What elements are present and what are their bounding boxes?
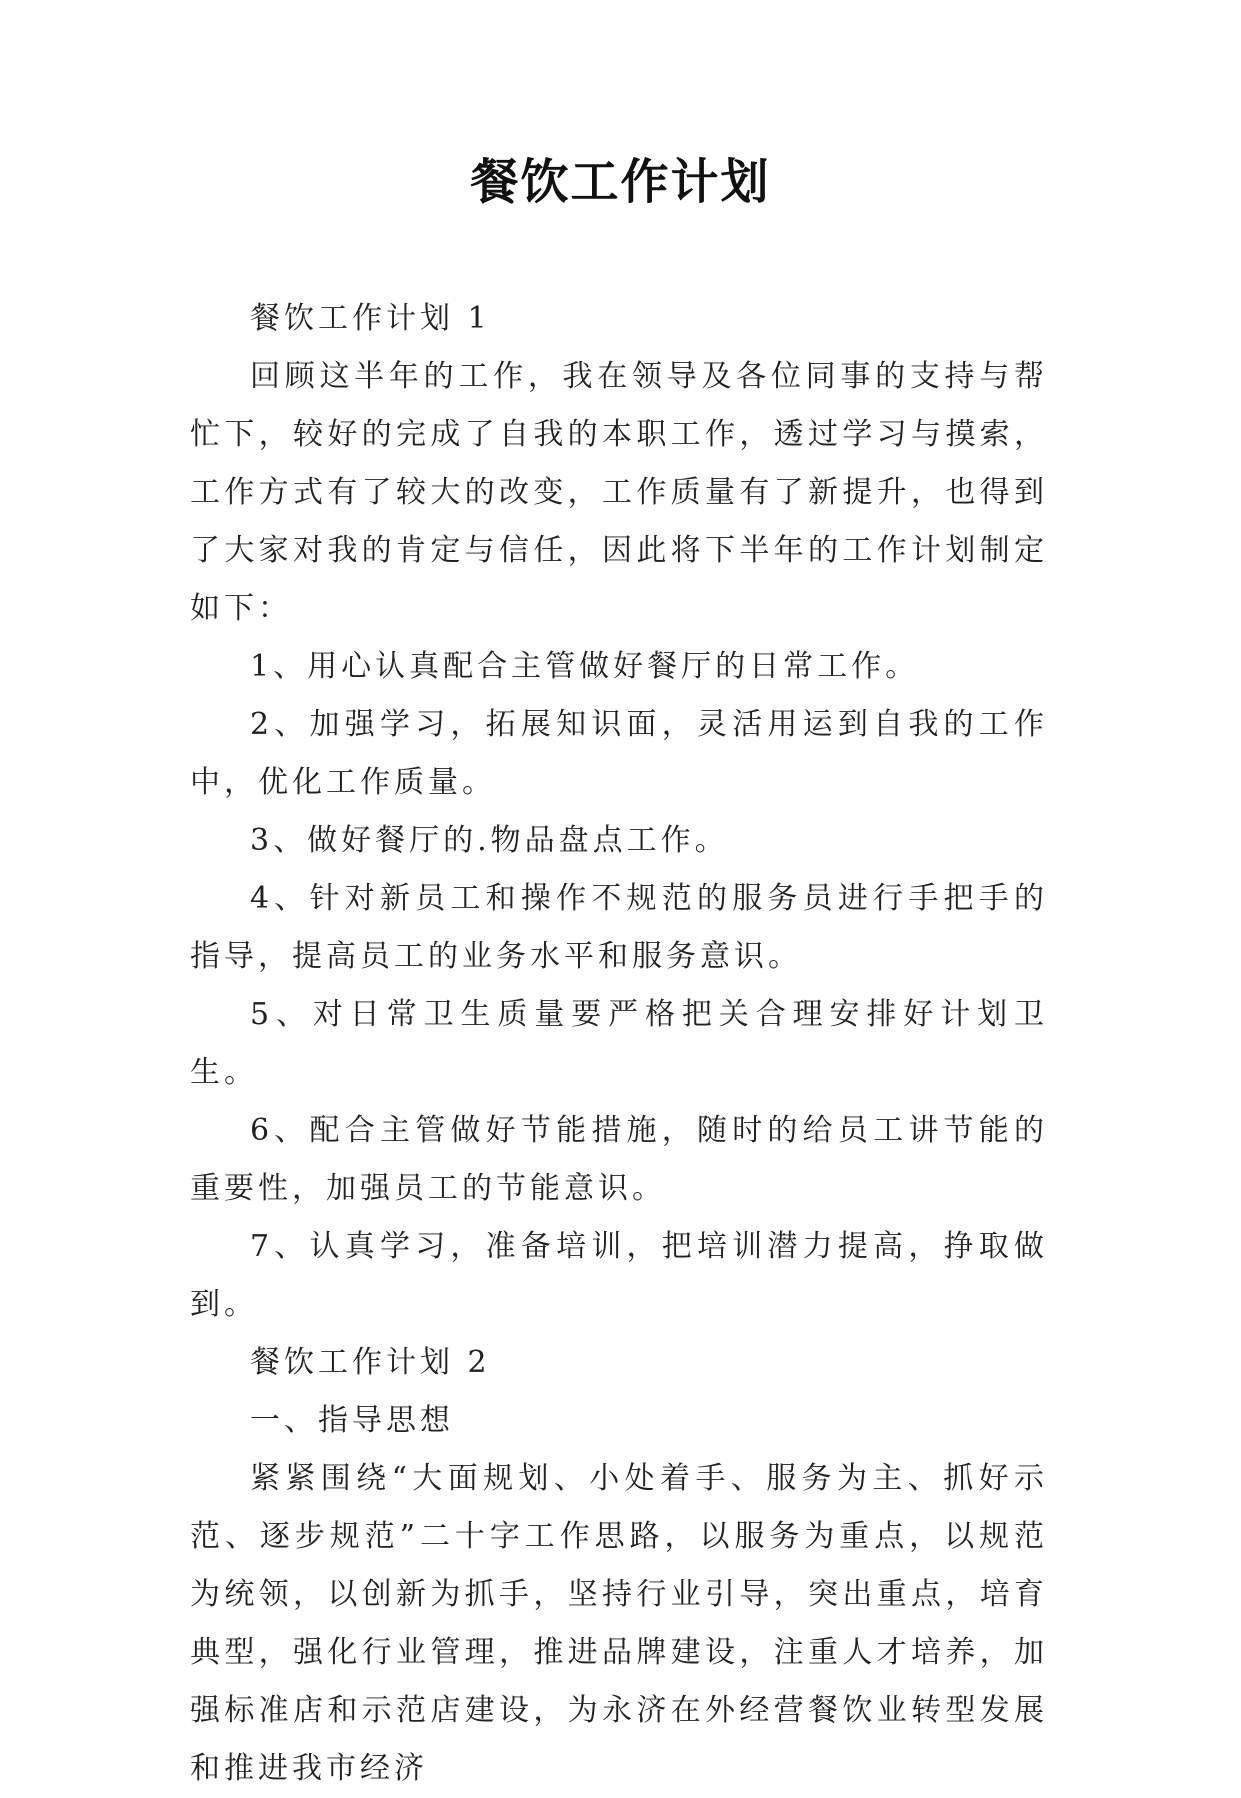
- section-heading-plan-2: 餐饮工作计划 2: [250, 1345, 491, 1380]
- section-heading-plan-1: 餐饮工作计划 1: [250, 301, 491, 336]
- list-item-1: 1、用心认真配合主管做好餐厅的日常工作。: [250, 649, 920, 684]
- list-item-7: 7、认真学习，准备培训，把培训潜力提高，挣取做到。: [190, 1229, 1048, 1322]
- document-body: [190, 290, 1048, 1798]
- list-item-4: 4、针对新员工和操作不规范的服务员进行手把手的指导，提高员工的业务水平和服务意识。: [190, 881, 1048, 974]
- list-item-2: 2、加强学习，拓展知识面，灵活用运到自我的工作中，优化工作质量。: [190, 707, 1048, 800]
- list-item-3: 3、做好餐厅的.物品盘点工作。: [250, 823, 729, 858]
- subheading-guiding-ideology: 一、指导思想: [250, 1403, 454, 1438]
- list-item-6: 6、配合主管做好节能措施，随时的给员工讲节能的重要性，加强员工的节能意识。: [190, 1113, 1048, 1206]
- paragraph-review: 回顾这半年的工作，我在领导及各位同事的支持与帮忙下，较好的完成了自我的本职工作，透过学习与摸索，工作方式有了较大的改变，工作质量有了新提升，也得到了大家对我的肯定与信任，因此将下半年的工作计划制定如下：: [190, 359, 1048, 626]
- document-title: 餐饮工作计划: [470, 154, 771, 210]
- paragraph-guiding-ideology: 紧紧围绕“大面规划、小处着手、服务为主、抓好示范、逐步规范”二十字工作思路，以服务为重点，以规范为统领，以创新为抓手，坚持行业引导，突出重点，培育典型，强化行业管理，推进品牌建设，注重人才培养，加强标准店和示范店建设，为永济在外经营餐饮业转型发展和推进我市经济: [190, 1461, 1048, 1786]
- list-item-5: 5、对日常卫生质量要严格把关合理安排好计划卫生。: [190, 997, 1048, 1090]
